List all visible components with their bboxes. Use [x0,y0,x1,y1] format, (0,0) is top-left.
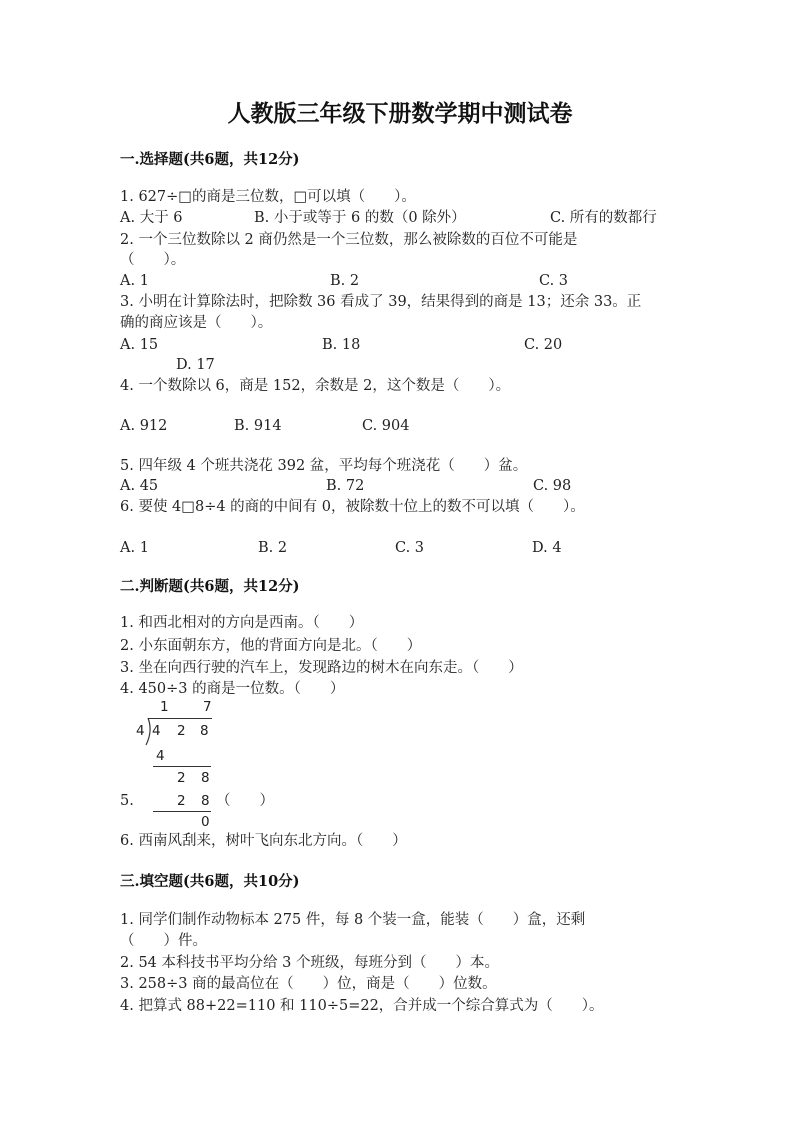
option-text: A. 912 [120,418,168,434]
option-text: C. 20 [524,337,563,353]
option-text: B. 2 [258,540,288,556]
section-heading-choice: 一.选择题(共6题，共12分) [120,151,300,168]
question-text: 1. 和西北相对的方向是西南。（ ） [120,615,364,631]
page-title: 人教版三年级下册数学期中测试卷 [227,100,573,127]
question-text: 4. 一个数除以 6，商是 152，余数是 2，这个数是（ ）。 [120,378,511,394]
question-text: 3. 坐在向西行驶的汽车上，发现路边的树木在向东走。（ ） [120,660,523,676]
question-text: 1. 627÷□的商是三位数，□可以填（ ）。 [120,189,416,205]
option-text: C. 3 [395,540,425,556]
option-text: B. 18 [322,337,361,353]
partial-product-digit: 2 [177,793,186,809]
question-text: 6. 要使 4□8÷4 的商的中间有 0，被除数十位上的数不可以填（ ）。 [120,499,585,515]
option-text: D. 17 [176,357,215,373]
question-text: 4. 450÷3 的商是一位数。（ ） [120,681,345,697]
option-text: B. 小于或等于 6 的数（0 除外） [254,210,466,226]
option-text: C. 98 [533,478,572,494]
option-text: D. 4 [532,540,562,556]
question-text: 3. 小明在计算除法时，把除数 36 看成了 39，结果得到的商是 13；还余 33。正 [120,294,642,310]
option-text: A. 15 [120,337,159,353]
partial-product-digit: 8 [201,793,210,809]
question-text: 2. 54 本科技书平均分给 3 个班级，每班分到（ ）本。 [120,955,499,971]
option-text: C. 所有的数都行 [550,210,657,226]
quotient-digit: 1 [160,699,169,715]
answer-bracket: （ ） [216,793,274,809]
question-number: 5. [120,793,134,809]
partial-remainder-digit: 2 [177,770,186,786]
dividend-digit: 4 [152,723,161,739]
question-text: 确的商应该是（ ）。 [120,315,273,331]
question-text: 2. 小东面朝东方，他的背面方向是北。（ ） [120,638,422,654]
dividend-digit: 8 [200,723,209,739]
quotient-digit: 7 [203,699,212,715]
question-text: （ ）。 [120,252,186,268]
question-text: 5. 四年级 4 个班共浇花 392 盆，平均每个班浇花（ ）盆。 [120,458,528,474]
question-text: 2. 一个三位数除以 2 商仍然是一个三位数，那么被除数的百位不可能是 [120,232,578,248]
option-text: A. 1 [120,540,149,556]
option-text: A. 大于 6 [120,210,183,226]
subtraction-line [153,766,211,767]
option-text: B. 72 [326,478,365,494]
dividend-digit: 2 [177,723,186,739]
option-text: B. 2 [330,273,360,289]
subtraction-line [153,811,211,812]
remainder: 0 [201,814,210,830]
question-text: 3. 258÷3 商的最高位在（ ）位，商是（ ）位数。 [120,976,497,992]
section-heading-fill: 三.填空题(共6题，共10分) [120,873,300,890]
option-text: A. 1 [120,273,149,289]
option-text: C. 3 [539,273,569,289]
option-text: A. 45 [120,478,159,494]
section-heading-judgment: 二.判断题(共6题，共12分) [120,578,300,595]
question-text: 4. 把算式 88+22=110 和 110÷5=22，合并成一个综合算式为（ ）。 [120,998,604,1014]
option-text: C. 904 [362,418,410,434]
partial-product: 4 [156,748,165,764]
question-text: 6. 西南风刮来，树叶飞向东北方向。（ ） [120,833,407,849]
option-text: B. 914 [234,418,282,434]
division-bracket-line [148,718,212,719]
question-text: （ ）件。 [120,933,207,949]
divisor: 4 [136,723,145,739]
partial-remainder-digit: 8 [201,770,210,786]
question-text: 1. 同学们制作动物标本 275 件，每 8 个装一盒，能装（ ）盒，还剩 [120,912,586,928]
